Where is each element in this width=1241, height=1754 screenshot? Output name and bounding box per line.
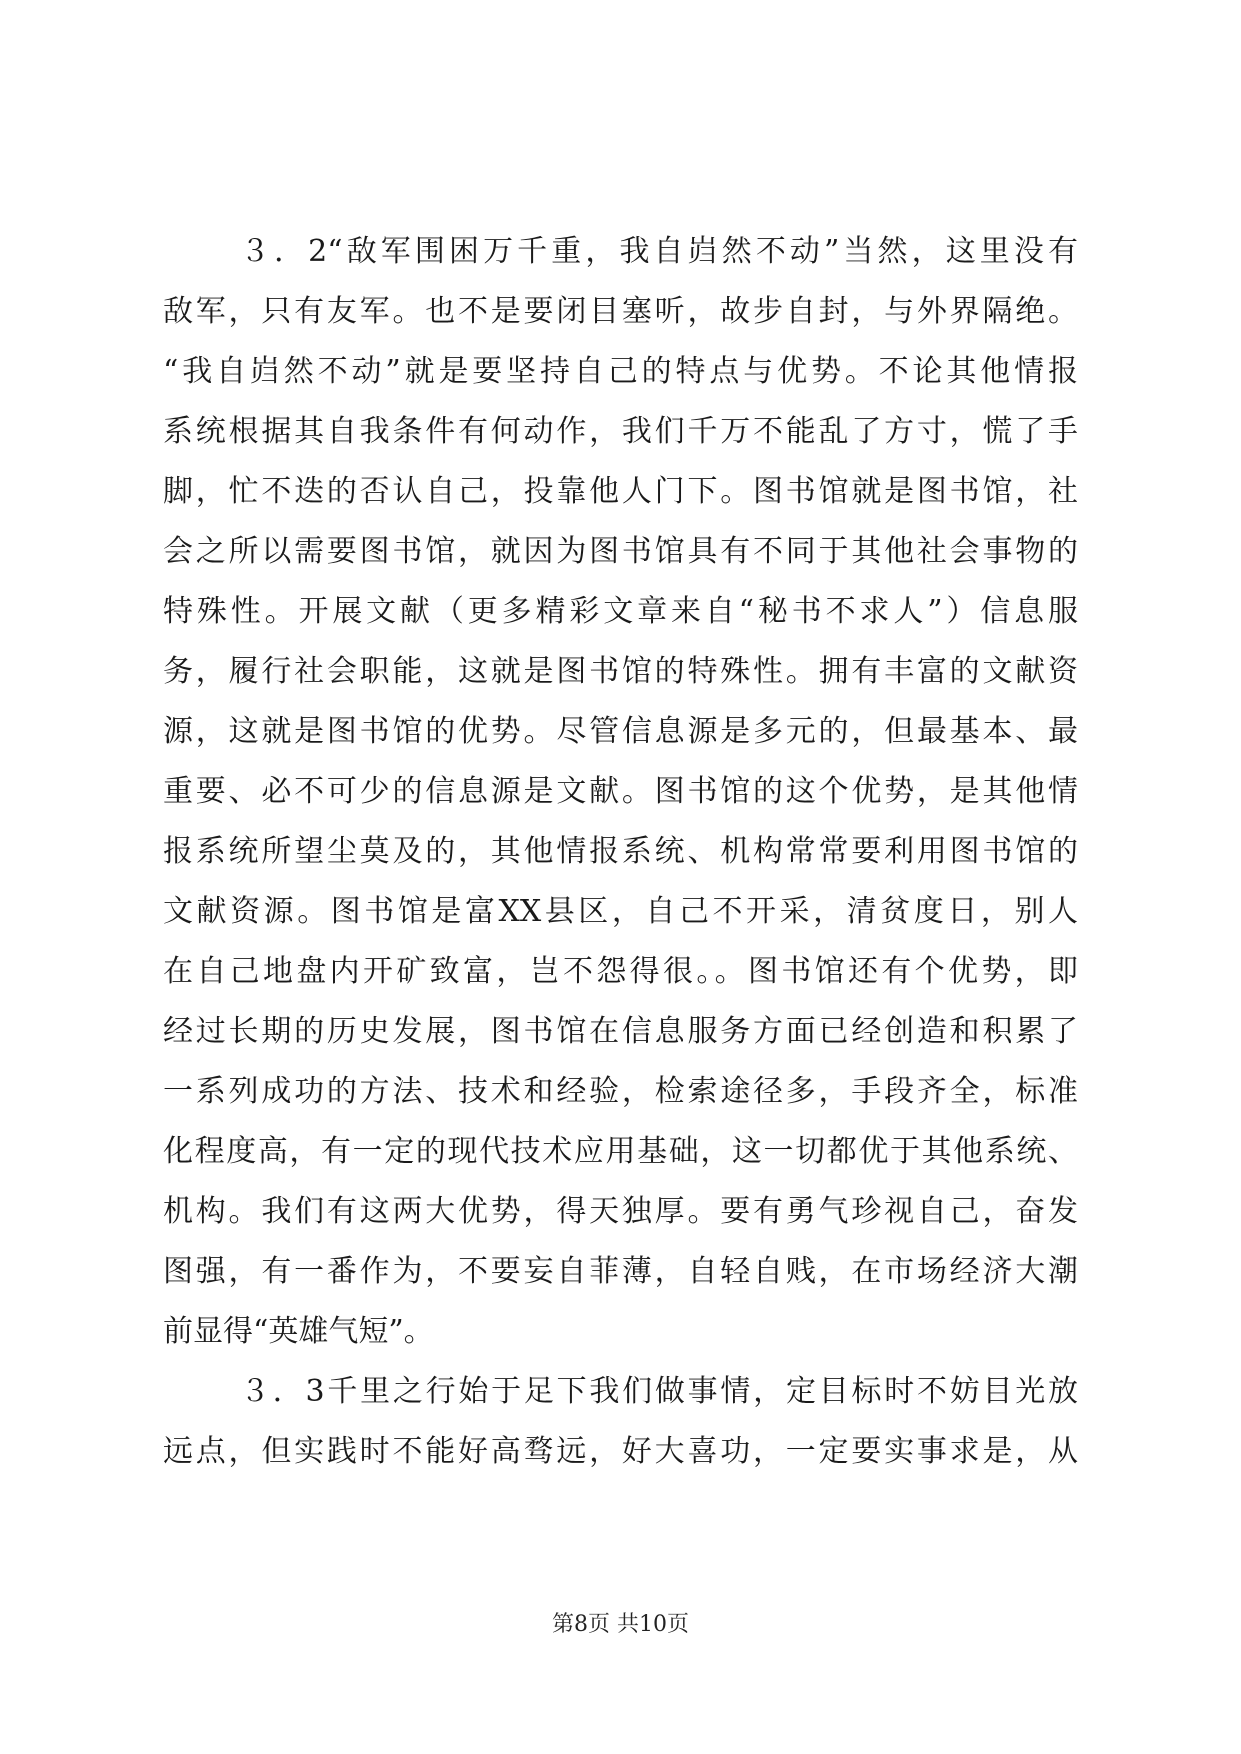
page-number: 第8页 共10页 [552, 1612, 689, 1637]
paragraph-line: 机构。我们有这两大优势，得天独厚。要有勇气珍视自己，奋发 [163, 1194, 1078, 1229]
paragraph-line: 图强，有一番作为，不要妄自菲薄，自轻自贱，在市场经济大潮 [163, 1254, 1078, 1289]
paragraph-line: 重要、必不可少的信息源是文献。图书馆的这个优势，是其他情 [163, 774, 1078, 809]
paragraph-line: 敌军，只有友军。也不是要闭目塞听，故步自封，与外界隔绝。 [163, 294, 1078, 329]
paragraph-line: 会之所以需要图书馆，就因为图书馆具有不同于其他社会事物的 [163, 534, 1078, 569]
paragraph-line: 源，这就是图书馆的优势。尽管信息源是多元的，但最基本、最 [163, 714, 1078, 749]
paragraph-line: 系统根据其自我条件有何动作，我们千万不能乱了方寸，慌了手 [163, 414, 1078, 449]
paragraph-line: 务，履行社会职能，这就是图书馆的特殊性。拥有丰富的文献资 [163, 654, 1078, 689]
paragraph-line: ３．2“敌军围困万千重，我自岿然不动”当然，这里没有 [240, 234, 1078, 269]
paragraph-line: “我自岿然不动”就是要坚持自己的特点与优势。不论其他情报 [163, 354, 1078, 389]
paragraph-line: 脚，忙不迭的否认自己，投靠他人门下。图书馆就是图书馆，社 [163, 474, 1078, 509]
paragraph-line: 报系统所望尘莫及的，其他情报系统、机构常常要利用图书馆的 [163, 834, 1078, 869]
paragraph-line: 特殊性。开展文献（更多精彩文章来自“秘书不求人”）信息服 [163, 594, 1078, 629]
paragraph-line: 化程度高，有一定的现代技术应用基础，这一切都优于其他系统、 [163, 1134, 1078, 1169]
document-body [163, 222, 1078, 1482]
paragraph-line: 经过长期的历史发展，图书馆在信息服务方面已经创造和积累了 [163, 1014, 1078, 1049]
paragraph-line: 在自己地盘内开矿致富，岂不怨得很。。图书馆还有个优势，即 [163, 954, 1078, 989]
paragraph-line: 前显得“英雄气短”。 [163, 1314, 434, 1349]
paragraph-line: ３．3千里之行始于足下我们做事情，定目标时不妨目光放 [240, 1374, 1078, 1409]
paragraph-line: 一系列成功的方法、技术和经验，检索途径多，手段齐全，标准 [163, 1074, 1078, 1109]
page-footer [0, 1610, 1241, 1640]
paragraph-line: 远点，但实践时不能好高骛远，好大喜功，一定要实事求是，从 [163, 1434, 1078, 1469]
paragraph-line: 文献资源。图书馆是富XX县区，自己不开采，清贫度日，别人 [163, 894, 1078, 929]
